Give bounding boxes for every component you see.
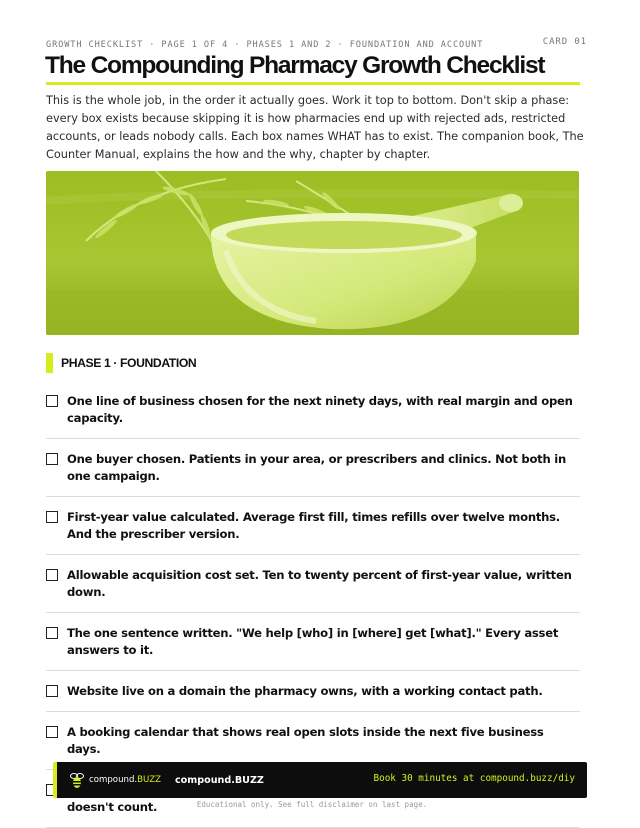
checkbox[interactable]	[46, 685, 58, 697]
logo-wordmark: compound.BUZZ	[89, 775, 161, 785]
phase-label: PHASE 1 · FOUNDATION	[61, 356, 197, 370]
checklist	[46, 381, 580, 828]
hero-image	[46, 171, 579, 335]
checkbox[interactable]	[46, 395, 58, 407]
checklist-item-text: Website live on a domain the pharmacy owns, with a working contact path.	[67, 684, 543, 698]
phase-accent-bar	[46, 353, 53, 373]
checklist-item-text: First-year value calculated. Average first fill, times refills over twelve months. And the prescriber version.	[67, 510, 560, 541]
footer-banner	[53, 762, 587, 798]
checklist-item[interactable]	[46, 671, 580, 712]
checkbox[interactable]	[46, 627, 58, 639]
checkbox[interactable]	[46, 726, 58, 738]
intro-paragraph: This is the whole job, in the order it actually goes. Work it top to bottom. Don't skip a phase: every box exists because skipping it is how pharmacies end up with rejected ads, restricted accounts, or leads nobody calls. Each box names WHAT has to exist. The companion book, The Counter Manual, explains the how and the why, chapter by chapter.	[46, 94, 584, 161]
checklist-item[interactable]	[46, 497, 580, 555]
checklist-item-text: One line of business chosen for the next ninety days, with real margin and open capacity.	[67, 394, 573, 425]
card-label: CARD 01	[542, 37, 587, 47]
checklist-item[interactable]	[46, 381, 580, 439]
bee-icon	[69, 771, 85, 789]
checklist-item-text: doesn't count.	[67, 800, 158, 814]
footer-brand: compound.BUZZ	[174, 774, 264, 786]
title-underline	[46, 82, 580, 85]
page-title: The Compounding Pharmacy Growth Checklist	[45, 52, 545, 79]
checklist-item-text: Allowable acquisition cost set. Ten to twenty percent of first-year value, written down.	[67, 568, 572, 599]
checklist-item-text: A booking calendar that shows real open slots inside the next five business days.	[67, 725, 544, 756]
checklist-item[interactable]	[46, 613, 580, 671]
checkbox[interactable]	[46, 569, 58, 581]
disclaimer: Educational only. See full disclaimer on last page.	[196, 800, 428, 809]
phase-header	[46, 353, 196, 373]
page-kicker: GROWTH CHECKLIST · PAGE 1 OF 4 · PHASES 1 AND 2 · FOUNDATION AND ACCOUNT	[46, 40, 484, 50]
checklist-item-text: The one sentence written. "We help [who] in [where] get [what]." Every asset answers to it.	[67, 626, 559, 657]
checklist-item[interactable]	[46, 439, 580, 497]
checklist-item-text: One buyer chosen. Patients in your area, or prescribers and clinics. Not both in one campaign.	[67, 452, 566, 483]
checklist-item[interactable]	[46, 555, 580, 613]
mortar-pestle-illustration	[46, 171, 579, 335]
compound-buzz-logo	[69, 771, 161, 789]
booking-link[interactable]: Book 30 minutes at compound.buzz/diy	[373, 773, 575, 784]
checkbox[interactable]	[46, 453, 58, 465]
checkbox[interactable]	[46, 511, 58, 523]
